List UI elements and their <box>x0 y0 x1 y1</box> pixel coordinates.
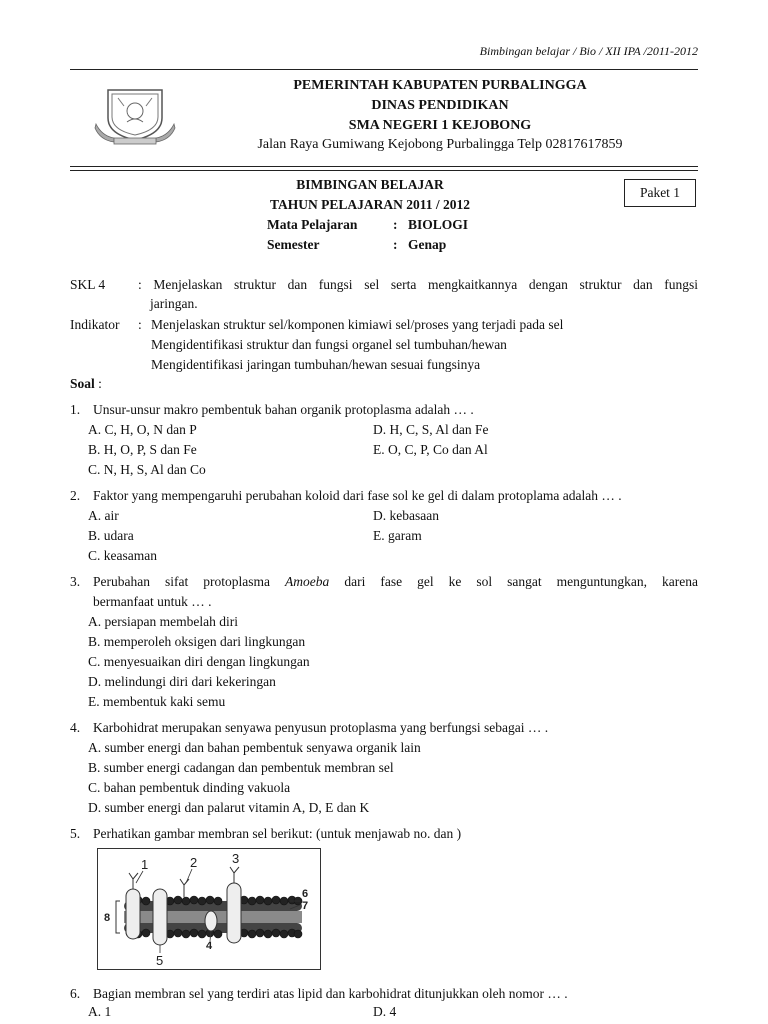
indikator-item: Mengidentifikasi struktur dan fungsi organel sel tumbuhan/hewan <box>151 337 507 352</box>
institution-line-1: PEMERINTAH KABUPATEN PURBALINGGA <box>293 78 587 93</box>
soal-colon: : <box>94 376 102 391</box>
question-text: Perhatikan gambar membran sel berikut: (untuk menjawab no. dan ) <box>93 826 462 841</box>
question-text: Karbohidrat merupakan senyawa penyusun protoplasma yang berfungsi sebagai … . <box>93 720 549 735</box>
option-item: E. membentuk kaki semu <box>88 694 226 709</box>
figure-label: 7 <box>302 900 309 912</box>
question-number: 5. <box>70 826 81 841</box>
option-item: B. memperoleh oksigen dari lingkungan <box>88 634 306 649</box>
indikator-colon: : <box>138 317 142 332</box>
semester-label: Semester <box>267 237 320 252</box>
question-text <box>93 574 698 590</box>
option-item: B. sumber energi cadangan dan pembentuk membran sel <box>88 760 394 775</box>
option-item: A. 1 <box>88 1004 112 1019</box>
option-item: C. keasaman <box>88 548 157 563</box>
question-text-part: Perubahan sifat protoplasma <box>93 574 271 589</box>
institution-line-2: DINAS PENDIDIKAN <box>371 98 509 113</box>
question-text-italic: Amoeba <box>285 574 330 589</box>
option-item: A. persiapan membelah diri <box>88 614 238 629</box>
option-item: D. kebasaan <box>373 508 439 523</box>
paket-box: Paket 1 <box>624 179 696 207</box>
figure-label: 8 <box>104 912 111 924</box>
cell-membrane-figure <box>97 848 321 970</box>
skl-text-line-1: : Menjelaskan struktur dan fungsi sel serta mengkaitkannya dengan struktur dan fungsi <box>138 277 698 292</box>
question-text: Unsur-unsur makro pembentuk bahan organik protoplasma adalah … . <box>93 402 474 417</box>
indikator-item: Menjelaskan struktur sel/komponen kimiawi sel/proses yang terjadi pada sel <box>151 317 564 332</box>
question-number: 2. <box>70 488 81 503</box>
option-item: C. menyesuaikan diri dengan lingkungan <box>88 654 310 669</box>
subject-colon: : <box>393 217 398 232</box>
question-text-part: dari fase gel ke sol sangat menguntungkan, karena <box>344 574 699 589</box>
option-item: E. O, C, P, Co dan Al <box>373 442 488 457</box>
option-item: B. udara <box>88 528 134 543</box>
question-number: 3. <box>70 574 81 589</box>
letterhead-rule <box>70 166 698 171</box>
option-item: D. melindungi diri dari kekeringan <box>88 674 276 689</box>
soal-heading <box>70 376 102 392</box>
question-text: Bagian membran sel yang terdiri atas lipid dan karbohidrat ditunjukkan oleh nomor … . <box>93 986 568 1001</box>
option-item: C. N, H, S, Al dan Co <box>88 462 206 477</box>
header-note: Bimbingan belajar / Bio / XII IPA /2011-2012 <box>479 44 698 58</box>
option-item: A. C, H, O, N dan P <box>88 422 197 437</box>
header-rule <box>70 69 698 70</box>
semester-value: Genap <box>408 237 447 252</box>
question-text: Faktor yang mempengaruhi perubahan koloid dari fase sol ke gel di dalam protoplama adalah … . <box>93 488 622 503</box>
subject-value: BIOLOGI <box>408 217 469 232</box>
skl-text-line-2: jaringan. <box>150 296 198 311</box>
option-item: A. air <box>88 508 119 523</box>
figure-label: 2 <box>190 855 198 870</box>
indikator-label: Indikator <box>70 317 120 332</box>
option-item: B. H, O, P, S dan Fe <box>88 442 197 457</box>
figure-label: 1 <box>141 857 149 872</box>
question-text-line-2: bermanfaat untuk … . <box>93 594 212 609</box>
figure-label: 3 <box>232 851 240 866</box>
regional-seal-icon <box>94 84 176 146</box>
title-line-2: TAHUN PELAJARAN 2011 / 2012 <box>269 197 470 212</box>
option-item: C. bahan pembentuk dinding vakuola <box>88 780 291 795</box>
question-number: 1. <box>70 402 81 417</box>
institution-line-3: SMA NEGERI 1 KEJOBONG <box>348 118 532 133</box>
figure-label: 4 <box>206 940 213 952</box>
option-item: E. garam <box>373 528 422 543</box>
question-number: 4. <box>70 720 81 735</box>
skl-label: SKL 4 <box>70 277 106 292</box>
semester-colon: : <box>393 237 398 252</box>
soal-label: Soal <box>70 376 95 391</box>
option-item: D. 4 <box>373 1004 397 1019</box>
figure-label: 5 <box>156 953 164 968</box>
indikator-item: Mengidentifikasi jaringan tumbuhan/hewan sesuai fungsinya <box>151 357 481 372</box>
option-item: A. sumber energi dan bahan pembentuk senyawa organik lain <box>88 740 421 755</box>
subject-label: Mata Pelajaran <box>267 217 358 232</box>
figure-label: 6 <box>302 888 309 900</box>
question-number: 6. <box>70 986 81 1001</box>
option-item: D. sumber energi dan palarut vitamin A, D, E dan K <box>88 800 370 815</box>
option-item: D. H, C, S, Al dan Fe <box>373 422 489 437</box>
institution-address: Jalan Raya Gumiwang Kejobong Purbalingga Telp 02817617859 <box>257 137 623 152</box>
title-line-1: BIMBINGAN BELAJAR <box>296 177 444 192</box>
